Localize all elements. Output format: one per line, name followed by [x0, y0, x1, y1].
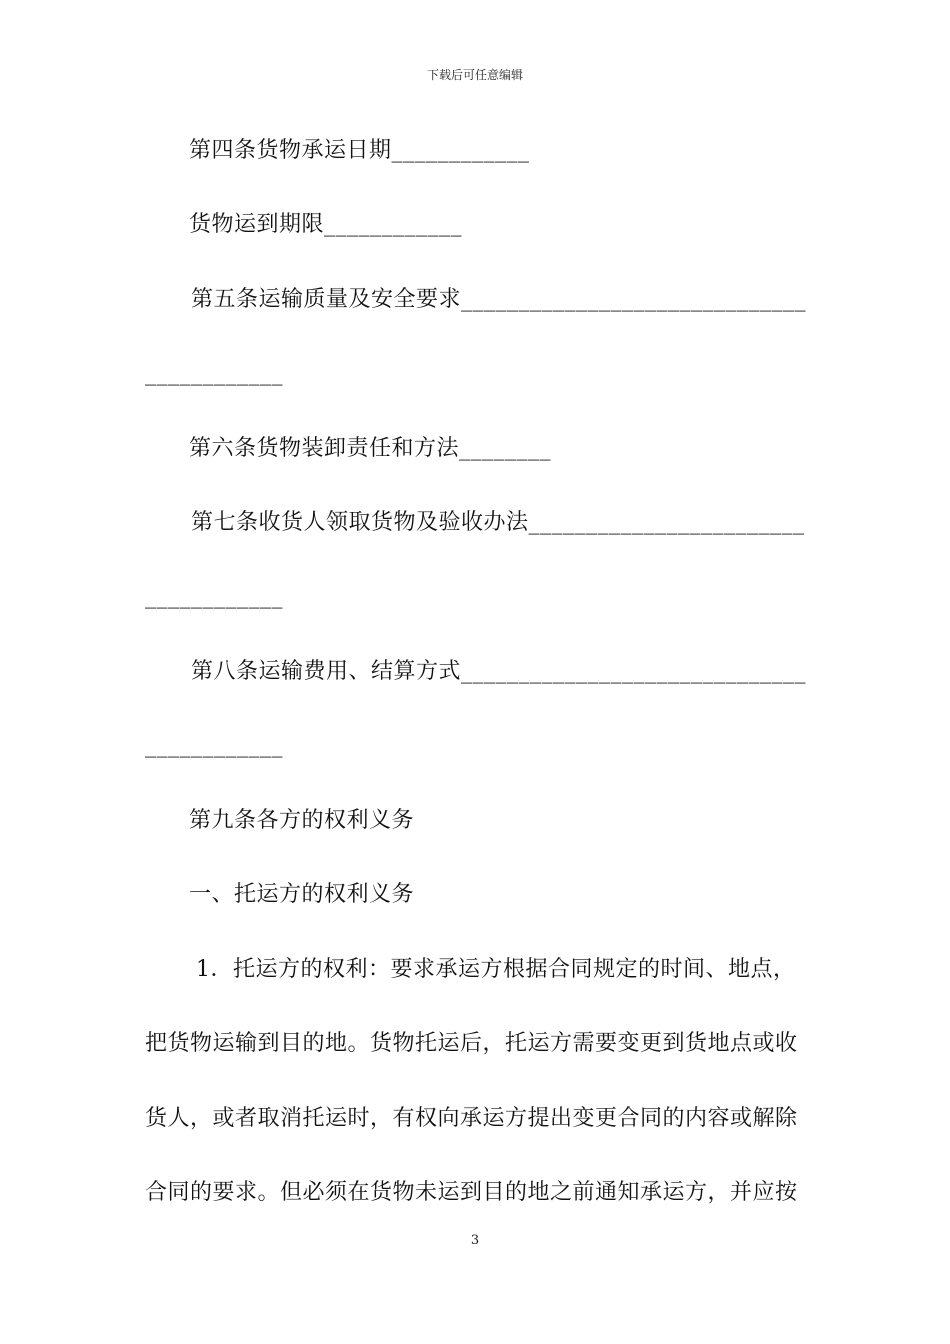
section-1-heading: 一、托运方的权利义务 [189, 882, 415, 907]
article-9-heading: 第九条各方的权利义务 [189, 808, 415, 833]
clause-1-line-2: 把货物运输到目的地。货物托运后，托运方需要变更到货地点或收 [145, 1031, 798, 1056]
clause-1-line-3: 货人，或者取消托运时，有权向承运方提出变更合同的内容或解除 [145, 1106, 798, 1131]
article-4-delivery-date: 第四条货物承运日期____________ [189, 138, 530, 163]
article-7-receipt-acceptance: 第七条收货人领取货物及验收办法________________________ [191, 510, 805, 535]
delivery-deadline: 货物运到期限____________ [189, 212, 463, 237]
article-5-quality-safety: 第五条运输质量及安全要求______________________________ [191, 287, 807, 312]
page-header: 下载后可任意编辑 [426, 68, 523, 82]
article-8-blank-continuation: ____________ [145, 733, 283, 758]
article-8-fees-settlement: 第八条运输费用、结算方式______________________________ [191, 659, 807, 684]
clause-1-line-1: 1．托运方的权利：要求承运方根据合同规定的时间、地点， [196, 957, 796, 982]
page-number: 3 [470, 1233, 480, 1248]
article-6-loading-responsibility: 第六条货物装卸责任和方法________ [189, 436, 552, 461]
article-7-blank-continuation: ____________ [145, 584, 283, 609]
clause-1-line-4: 合同的要求。但必须在货物未运到目的地之前通知承运方，并应按 [145, 1180, 798, 1205]
article-5-blank-continuation: ____________ [145, 361, 283, 386]
